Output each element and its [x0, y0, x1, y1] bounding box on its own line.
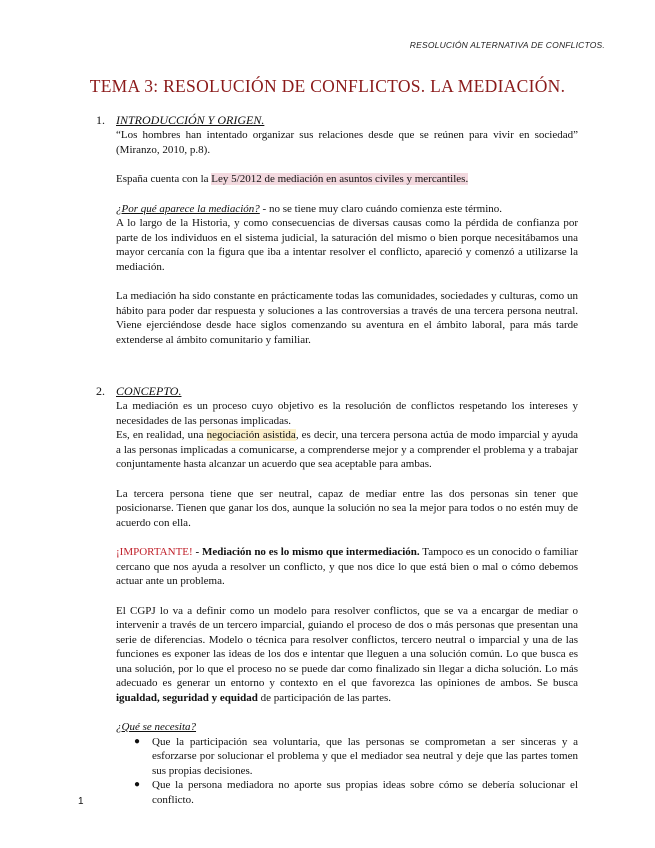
paragraph: Es, en realidad, una negociación asistida, es decir, una tercera persona actúa de modo imparcial y ayuda a las personas implicadas a comunicarse, a comprenderse mejor y a comprender el problema y a trabajar conjuntamente hasta alcanzar un acuerdo que sea aceptable para ambas.: [116, 429, 579, 470]
list-item: ● Que la participación sea voluntaria, que las personas se comprometan a ser sinceras y a esforzarse por solucionar el problema y que el mediador sea neutral y deje que las partes tomen sus propias decisiones.: [134, 735, 578, 777]
quote: “Los hombres han intentado organizar sus relaciones desde que se reúnen para vivir en sociedad” (Miranzo, 2010, p.8).: [116, 129, 578, 156]
bullet-icon: ●: [134, 735, 141, 747]
paragraph: A lo largo de la Historia, y como consecuencias de diversas causas como la pérdida de confianza por parte de los individuos en el sistema judicial, la saturación del mismo o bien porque necesitábamos una mayor cercanía con la figura que iba a intentar resolver el conflicto, apareció y comenzó a utilizarse la mediación.: [116, 217, 578, 273]
section-title: CONCEPTO.: [116, 384, 182, 398]
ley-highlight: Ley 5/2012 de mediación en asuntos civiles y mercantiles.: [211, 173, 469, 185]
negociacion-highlight: negociación asistida: [206, 429, 296, 441]
paragraph: La mediación ha sido constante en prácticamente todas las comunidades, sociedades y culturas, como un hábito para poder dar respuesta y soluciones a las controversias a través de una tercera persona neutral. Viene ejerciéndose desde hace siglos comenzando su aventura en el ámbito laboral, para más tarde extenderse al ámbito comunitario y familiar.: [116, 290, 578, 346]
page-title: TEMA 3: RESOLUCIÓN DE CONFLICTOS. LA MEDIACIÓN.: [89, 76, 566, 96]
running-header: RESOLUCIÓN ALTERNATIVA DE CONFLICTOS.: [409, 40, 605, 50]
bold-text: igualdad, seguridad y equidad: [116, 691, 258, 704]
question-label: ¿Por qué aparece la mediación?: [116, 202, 260, 215]
ley-paragraph: España cuenta con la Ley 5/2012 de mediación en asuntos civiles y mercantiles.: [116, 173, 469, 185]
page-number: 1: [78, 796, 84, 807]
question-line: ¿Por qué aparece la mediación? - no se tiene muy claro cuándo comienza este término.: [116, 202, 502, 215]
paragraph: La mediación es un proceso cuyo objetivo es la resolución de conflictos respetando los intereses y necesidades de las personas implicadas.: [116, 400, 578, 427]
list-item: ● Que la persona mediadora no aporte sus propias ideas sobre cómo se debería solucionar el conflicto.: [134, 779, 578, 806]
section-2-heading: [96, 384, 578, 399]
paragraph: El CGPJ lo va a definir como un modelo para resolver conflictos, que se va a encargar de mediar o intervenir a través de un tercero imparcial, guiando el proceso de dos o más personas que presentan una serie de diferencias. Modelo o técnica para resolver conflictos, tercero neutral o imparcial y una de las funciones es exponer las ideas de los dos e intentar que lleguen a una solución común. Lo que busca es una solución, por lo que el proceso no se puede dar como finalizado sin llegar a dicha solución. Lo más adecuado es generar un entorno y contexto en el que favorezca las opiniones de ambos. Se busca igualdad, seguridad y equidad de participación de las partes.: [116, 604, 578, 704]
bullet-list: [116, 735, 578, 808]
section-1-heading: [96, 113, 578, 128]
need-label: ¿Qué se necesita?: [116, 721, 197, 733]
bullet-icon: ●: [134, 779, 141, 790]
important-bold: Mediación no es lo mismo que intermediación.: [202, 546, 420, 558]
section-title: INTRODUCCIÓN Y ORIGEN.: [116, 113, 265, 127]
section-number: 2.: [96, 384, 105, 398]
important-label: ¡IMPORTANTE!: [116, 546, 193, 558]
document-body: [96, 113, 579, 807]
important-note: ¡IMPORTANTE! - Mediación no es lo mismo que intermediación. Tampoco es un conocido o familiar cercano que nos ayuda a resolver un conflicto, y que nos dice lo que está bien o mal o cómo debemos actuar ante un problema.: [116, 546, 578, 587]
paragraph: La tercera persona tiene que ser neutral, capaz de mediar entre las dos personas sin tener que posicionarse. Tienen que ganar los dos, aunque la solución no sea la mejor para todos o no estén muy de acuerdo con ella.: [116, 487, 578, 529]
section-number: 1.: [96, 113, 105, 127]
